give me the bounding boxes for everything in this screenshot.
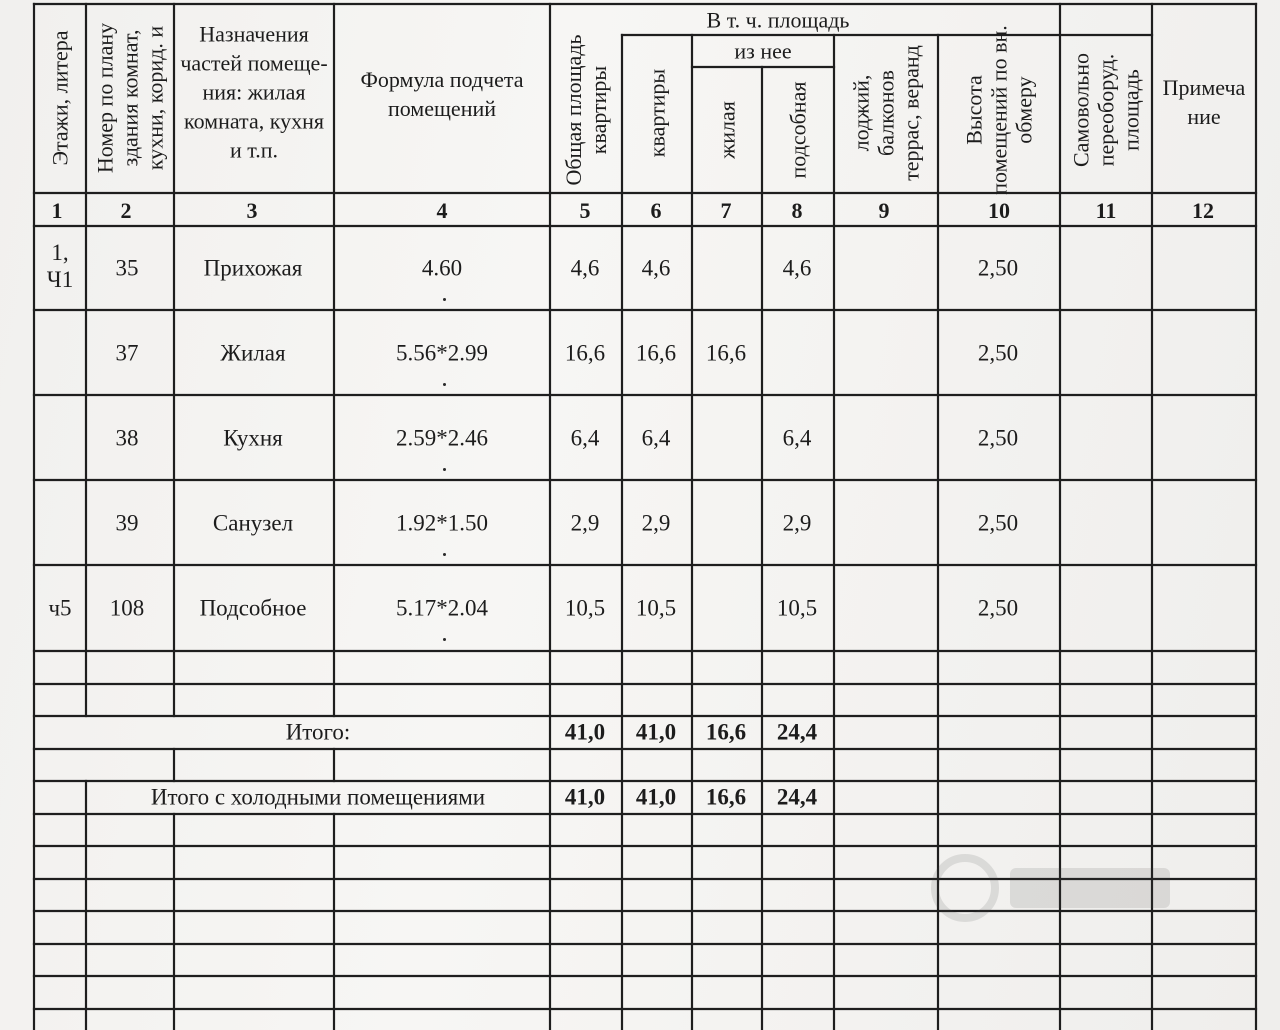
cell-floor: 1, Ч1 xyxy=(46,240,74,292)
cell-total-area: 10,5 xyxy=(564,595,606,621)
column-number-9: 9 xyxy=(878,198,890,223)
cell-room-name: Санузел xyxy=(212,510,294,536)
totals-cold-living-area: 16,6 xyxy=(705,784,747,810)
cell-room-name: Жилая xyxy=(220,340,286,366)
totals-cold-total-area: 41,0 xyxy=(564,784,606,810)
column-number-1: 1 xyxy=(51,198,63,223)
column-number-8: 8 xyxy=(791,198,803,223)
cell-ceiling-height: 2,50 xyxy=(977,425,1019,451)
cell-total-area: 4,6 xyxy=(570,255,600,281)
cell-ceiling-height: 2,50 xyxy=(977,255,1019,281)
header-total-area: Общая площадь квартиры xyxy=(561,34,611,186)
header-room-purpose: Назначения частей помеще-ния: жилая комната, кухня и т.п. xyxy=(180,21,328,163)
header-floor: Этажи, литера xyxy=(47,30,73,166)
column-number-5: 5 xyxy=(579,198,591,223)
scan-dot xyxy=(443,383,446,386)
header-living-area: жилая xyxy=(714,101,740,159)
cell-total-area: 16,6 xyxy=(564,340,606,366)
cell-ceiling-height: 2,50 xyxy=(977,510,1019,536)
column-number-2: 2 xyxy=(120,198,132,223)
scan-dot xyxy=(443,468,446,471)
cell-total-area: 6,4 xyxy=(570,425,600,451)
cell-auxiliary-area: 2,9 xyxy=(782,510,812,536)
column-number-3: 3 xyxy=(246,198,258,223)
cell-formula: 5.56*2.99 xyxy=(396,340,488,366)
cell-apartment-area: 6,4 xyxy=(641,425,671,451)
cell-room-name: Кухня xyxy=(223,425,283,451)
cell-formula: 5.17*2.04 xyxy=(396,595,488,621)
totals-living-area: 16,6 xyxy=(705,719,747,745)
header-room-number: Номер по плану здания комнат, кухни, корид. и xyxy=(92,22,168,174)
header-auxiliary-area: подсобная xyxy=(785,81,811,179)
column-number-11: 11 xyxy=(1095,198,1117,223)
cell-room-number: 35 xyxy=(115,255,139,281)
header-of-which: из нее xyxy=(734,38,792,64)
header-unauthorized-area: Самовольно переоборуд. площадь xyxy=(1068,52,1144,168)
watermark-logo xyxy=(925,838,1185,938)
cell-total-area: 2,9 xyxy=(570,510,600,536)
column-number-12: 12 xyxy=(1192,198,1214,223)
cell-floor: ч5 xyxy=(48,595,72,621)
cell-apartment-area: 4,6 xyxy=(641,255,671,281)
cell-room-number: 37 xyxy=(115,340,139,366)
header-ceiling-height: Высота помещений по вн. обмеру xyxy=(961,25,1037,195)
scan-dot xyxy=(443,638,446,641)
cell-apartment-area: 10,5 xyxy=(635,595,677,621)
scan-dot xyxy=(443,553,446,556)
totals-auxiliary-area: 24,4 xyxy=(776,719,818,745)
cell-apartment-area: 16,6 xyxy=(635,340,677,366)
cell-ceiling-height: 2,50 xyxy=(977,595,1019,621)
header-including-area: В т. ч. площадь xyxy=(706,7,850,33)
cell-room-name: Подсобное xyxy=(199,595,307,621)
cell-apartment-area: 2,9 xyxy=(641,510,671,536)
totals-apartment-area: 41,0 xyxy=(635,719,677,745)
cell-formula: 1.92*1.50 xyxy=(396,510,488,536)
cell-ceiling-height: 2,50 xyxy=(977,340,1019,366)
totals-cold-label: Итого с холодными помещениями xyxy=(150,784,486,810)
header-formula: Формула подчета помещений xyxy=(360,67,524,121)
cell-formula: 2.59*2.46 xyxy=(396,425,488,451)
cell-room-number: 38 xyxy=(115,425,139,451)
totals-total-area: 41,0 xyxy=(564,719,606,745)
totals-label: Итого: xyxy=(285,719,351,745)
column-number-6: 6 xyxy=(650,198,662,223)
cell-room-number: 39 xyxy=(115,510,139,536)
totals-cold-auxiliary-area: 24,4 xyxy=(776,784,818,810)
header-loggias-area: лоджий, балконов террас, веранд xyxy=(848,45,924,181)
scan-dot xyxy=(443,298,446,301)
totals-cold-apartment-area: 41,0 xyxy=(635,784,677,810)
cell-auxiliary-area: 10,5 xyxy=(776,595,818,621)
cell-formula: 4.60 xyxy=(421,255,463,281)
header-apartment-area: квартиры xyxy=(644,68,670,158)
cell-auxiliary-area: 4,6 xyxy=(782,255,812,281)
cell-living-area: 16,6 xyxy=(705,340,747,366)
header-note: Примеча ние xyxy=(1162,75,1246,129)
cell-room-name: Прихожая xyxy=(203,255,303,281)
cell-room-number: 108 xyxy=(109,595,145,621)
column-number-10: 10 xyxy=(988,198,1010,223)
column-number-4: 4 xyxy=(436,198,448,223)
cell-auxiliary-area: 6,4 xyxy=(782,425,812,451)
column-number-7: 7 xyxy=(720,198,732,223)
